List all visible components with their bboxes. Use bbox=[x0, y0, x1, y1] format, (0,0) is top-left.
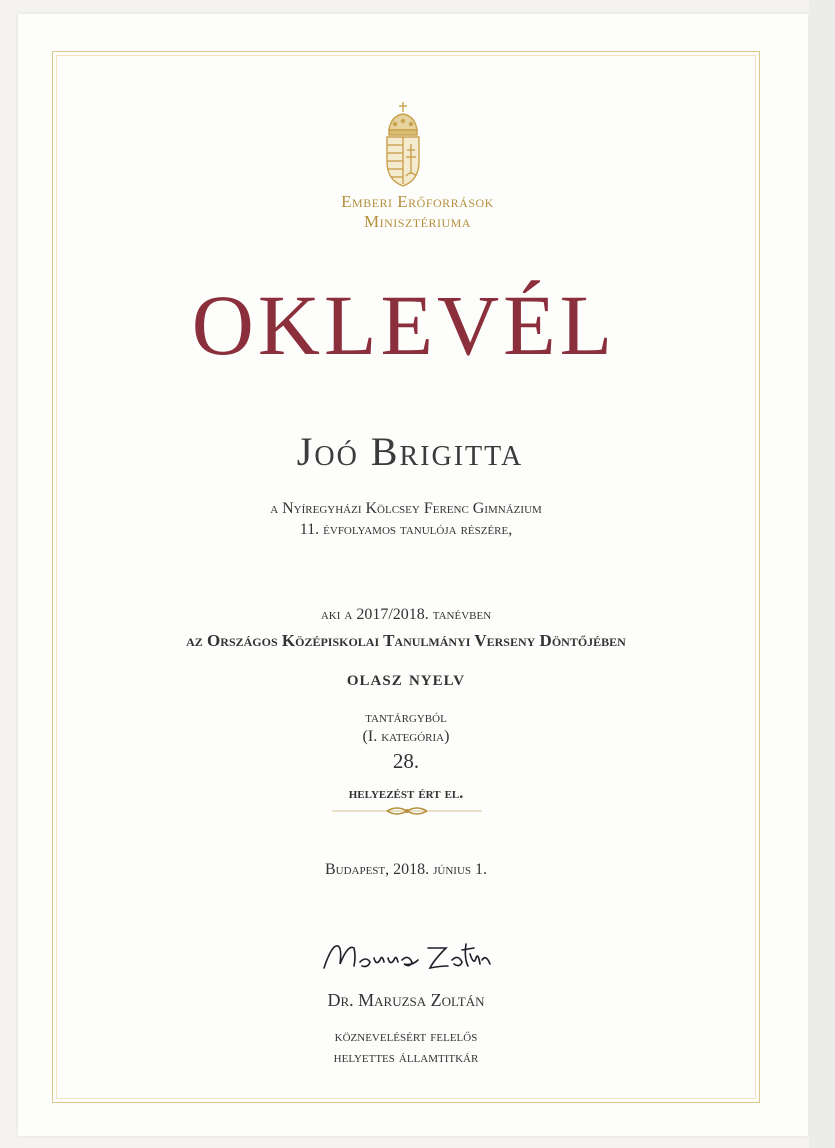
document-title: OKLEVÉL bbox=[191, 277, 617, 373]
achievement-line2: az Országos Középiskolai Tanulmányi Verseny Döntőjében bbox=[186, 631, 626, 650]
signatory-title-line1: köznevelésért felelős bbox=[334, 1028, 478, 1045]
school-line1: a Nyíregyházi Kölcsey Ferenc Gimnázium bbox=[270, 500, 542, 517]
placement-suffix: helyezést ért el. bbox=[348, 785, 464, 802]
ministry-name-line1: Emberi Erőforrások bbox=[341, 192, 494, 211]
subject-name: olasz nyelv bbox=[346, 666, 466, 690]
category: (I. kategória) bbox=[362, 728, 450, 745]
coat-of-arms-icon bbox=[381, 100, 425, 188]
signatory-title-line2: helyettes államtitkár bbox=[333, 1049, 479, 1066]
handwritten-signature bbox=[318, 934, 494, 980]
recipient-name: Joó Brigitta bbox=[296, 429, 524, 474]
school-line2: 11. évfolyamos tanulója részére, bbox=[299, 521, 513, 538]
ministry-name-line2: Minisztériuma bbox=[364, 212, 471, 231]
place-and-date: Budapest, 2018. június 1. bbox=[324, 861, 488, 878]
placement-rank: 28. bbox=[392, 749, 420, 773]
signatory-name: Dr. Maruzsa Zoltán bbox=[327, 990, 485, 1010]
scan-edge bbox=[809, 0, 835, 1148]
achievement-line1: aki a 2017/2018. tanévben bbox=[320, 606, 492, 623]
subject-suffix: tantárgyból bbox=[365, 709, 447, 726]
ornament-divider-icon bbox=[332, 803, 482, 819]
